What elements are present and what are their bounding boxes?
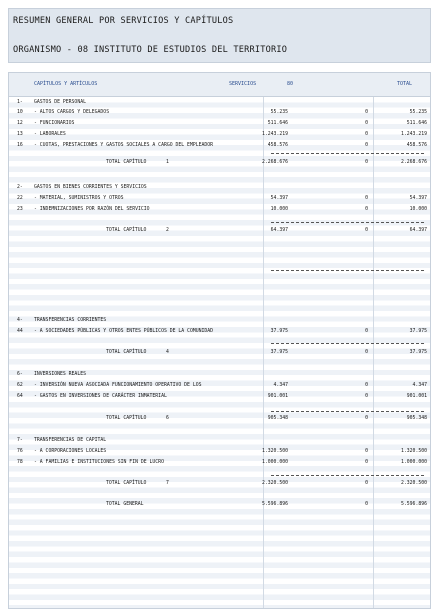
header-80: 80 xyxy=(287,81,294,87)
value-total: 905.348 xyxy=(406,416,427,421)
row-code: 16 xyxy=(17,143,23,148)
total-row xyxy=(9,480,430,488)
subtotal-separator xyxy=(271,270,424,271)
total-label: TOTAL CAPÍTULO xyxy=(106,160,147,165)
value-servicios: 0 xyxy=(365,350,368,355)
value-servicio-80: 10.000 xyxy=(270,207,288,212)
value-total: 10.000 xyxy=(409,207,427,212)
total-label: TOTAL CAPÍTULO xyxy=(106,228,147,233)
value-servicios: 0 xyxy=(365,383,368,388)
value-servicios: 0 xyxy=(365,143,368,148)
table-row xyxy=(9,120,430,128)
value-servicios: 0 xyxy=(365,228,368,233)
row-code: 44 xyxy=(17,329,23,334)
row-description: - ALTOS CARGOS Y DELEGADOS xyxy=(34,110,110,115)
value-servicios: 0 xyxy=(365,416,368,421)
value-servicio-80: 458.576 xyxy=(267,143,288,148)
value-servicio-80: 4.347 xyxy=(273,383,288,388)
table-row xyxy=(9,448,430,456)
column-divider xyxy=(263,73,264,608)
chapter-number: 2 xyxy=(166,228,169,233)
row-code: 1- xyxy=(17,100,23,105)
value-total: 1.320.500 xyxy=(401,449,427,454)
total-label: TOTAL CAPÍTULO xyxy=(106,481,147,486)
total-label: TOTAL GENERAL xyxy=(106,502,144,507)
organismo-title: ORGANISMO - 08 INSTITUTO DE ESTUDIOS DEL TERRITORIO xyxy=(13,45,288,55)
value-servicios: 0 xyxy=(365,160,368,165)
chapter-number: 1 xyxy=(166,160,169,165)
row-description: - INVERSIÓN NUEVA ASOCIADA FUNCIONAMIENTO OPERATIVO DE LOS xyxy=(34,383,202,388)
report-header xyxy=(8,8,431,63)
value-total: 55.235 xyxy=(409,110,427,115)
chapter-number: 6 xyxy=(166,416,169,421)
value-servicios: 0 xyxy=(365,132,368,137)
table-header xyxy=(9,73,430,97)
table-row xyxy=(9,382,430,390)
value-servicios: 0 xyxy=(365,110,368,115)
value-servicios: 0 xyxy=(365,329,368,334)
row-code: 62 xyxy=(17,383,23,388)
row-description: GASTOS DE PERSONAL xyxy=(34,100,86,105)
row-code: 23 xyxy=(17,207,23,212)
subtotal-separator xyxy=(271,343,424,344)
row-code: 2- xyxy=(17,185,23,190)
value-servicio-80: 1.000.000 xyxy=(262,460,288,465)
value-total: 64.397 xyxy=(409,228,427,233)
table-row xyxy=(9,184,430,192)
row-code: 22 xyxy=(17,196,23,201)
table-row xyxy=(9,206,430,214)
row-description: TRANSFERENCIAS DE CAPITAL xyxy=(34,438,107,443)
value-total: 2.320.500 xyxy=(401,481,427,486)
chapter-number: 4 xyxy=(166,350,169,355)
total-label: TOTAL CAPÍTULO xyxy=(106,350,147,355)
table-row xyxy=(9,317,430,325)
total-row xyxy=(9,501,430,509)
value-total: 458.576 xyxy=(406,143,427,148)
value-servicio-80: 905.348 xyxy=(267,416,288,421)
subtotal-separator xyxy=(271,153,424,154)
value-servicios: 0 xyxy=(365,481,368,486)
value-total: 54.397 xyxy=(409,196,427,201)
value-total: 2.268.676 xyxy=(401,160,427,165)
row-description: GASTOS EN BIENES CORRIENTES Y SERVICIOS xyxy=(34,185,147,190)
value-total: 511.646 xyxy=(406,121,427,126)
row-description: - CUOTAS, PRESTACIONES Y GASTOS SOCIALES A CARGO DEL EMPLEADOR xyxy=(34,143,214,148)
table-row xyxy=(9,142,430,150)
value-servicio-80: 1.243.219 xyxy=(262,132,288,137)
value-servicios: 0 xyxy=(365,460,368,465)
value-servicio-80: 901.001 xyxy=(267,394,288,399)
table-row xyxy=(9,371,430,379)
row-code: 78 xyxy=(17,460,23,465)
chapter-number: 7 xyxy=(166,481,169,486)
row-code: 6- xyxy=(17,372,23,377)
value-total: 37.975 xyxy=(409,350,427,355)
row-code: 12 xyxy=(17,121,23,126)
table-row xyxy=(9,437,430,445)
value-servicios: 0 xyxy=(365,502,368,507)
total-label: TOTAL CAPÍTULO xyxy=(106,416,147,421)
header-servicios: SERVICIOS xyxy=(229,81,257,87)
value-servicio-80: 37.975 xyxy=(270,329,288,334)
row-description: - LABORALES xyxy=(34,132,66,137)
value-servicios: 0 xyxy=(365,196,368,201)
value-servicios: 0 xyxy=(365,394,368,399)
value-servicio-80: 54.397 xyxy=(270,196,288,201)
value-total: 5.596.896 xyxy=(401,502,427,507)
value-servicio-80: 511.646 xyxy=(267,121,288,126)
value-servicio-80: 37.975 xyxy=(270,350,288,355)
row-description: - INDEMNIZACIONES POR RAZÓN DEL SERVICIO xyxy=(34,207,150,212)
row-description: - MATERIAL, SUMINISTROS Y OTROS xyxy=(34,196,124,201)
row-description: INVERSIONES REALES xyxy=(34,372,86,377)
row-code: 64 xyxy=(17,394,23,399)
value-total: 901.001 xyxy=(406,394,427,399)
subtotal-separator xyxy=(271,411,424,412)
table-row xyxy=(9,393,430,401)
row-code: 4- xyxy=(17,318,23,323)
value-servicio-80: 5.596.896 xyxy=(262,502,288,507)
header-capitulos: CAPÍTULOS Y ARTÍCULOS xyxy=(34,81,98,87)
row-code: 7- xyxy=(17,438,23,443)
value-total: 4.347 xyxy=(412,383,427,388)
subtotal-separator xyxy=(271,475,424,476)
row-description: - A SOCIEDADES PÚBLICAS Y OTROS ENTES PÚBLICOS DE LA COMUNIDAD xyxy=(34,329,214,334)
total-row xyxy=(9,349,430,357)
row-description: - A FAMILIAS E INSTITUCIONES SIN FIN DE LUCRO xyxy=(34,460,164,465)
row-code: 13 xyxy=(17,132,23,137)
row-description: TRANSFERENCIAS CORRIENTES xyxy=(34,318,107,323)
subtotal-separator xyxy=(271,222,424,223)
row-description: - GASTOS EN INVERSIONES DE CARÁCTER INMATERIAL xyxy=(34,394,167,399)
header-total: TOTAL xyxy=(397,81,413,87)
value-servicio-80: 55.235 xyxy=(270,110,288,115)
value-servicios: 0 xyxy=(365,121,368,126)
row-description: - A CORPORACIONES LOCALES xyxy=(34,449,107,454)
table-row xyxy=(9,131,430,139)
summary-table xyxy=(8,72,431,609)
table-row xyxy=(9,328,430,336)
table-row xyxy=(9,459,430,467)
table-row xyxy=(9,195,430,203)
value-servicios: 0 xyxy=(365,207,368,212)
value-total: 37.975 xyxy=(409,329,427,334)
table-row xyxy=(9,109,430,117)
row-code: 10 xyxy=(17,110,23,115)
value-total: 1.243.219 xyxy=(401,132,427,137)
table-row xyxy=(9,99,430,107)
value-servicio-80: 1.320.500 xyxy=(262,449,288,454)
value-servicio-80: 2.320.500 xyxy=(262,481,288,486)
value-servicio-80: 2.268.676 xyxy=(262,160,288,165)
report-title: RESUMEN GENERAL POR SERVICIOS Y CAPÍTULOS xyxy=(13,16,234,26)
row-code: 76 xyxy=(17,449,23,454)
value-servicio-80: 64.397 xyxy=(270,228,288,233)
total-row xyxy=(9,415,430,423)
value-servicios: 0 xyxy=(365,449,368,454)
row-description: - FUNCIONARIOS xyxy=(34,121,75,126)
total-row xyxy=(9,227,430,235)
value-total: 1.000.000 xyxy=(401,460,427,465)
total-row xyxy=(9,159,430,167)
